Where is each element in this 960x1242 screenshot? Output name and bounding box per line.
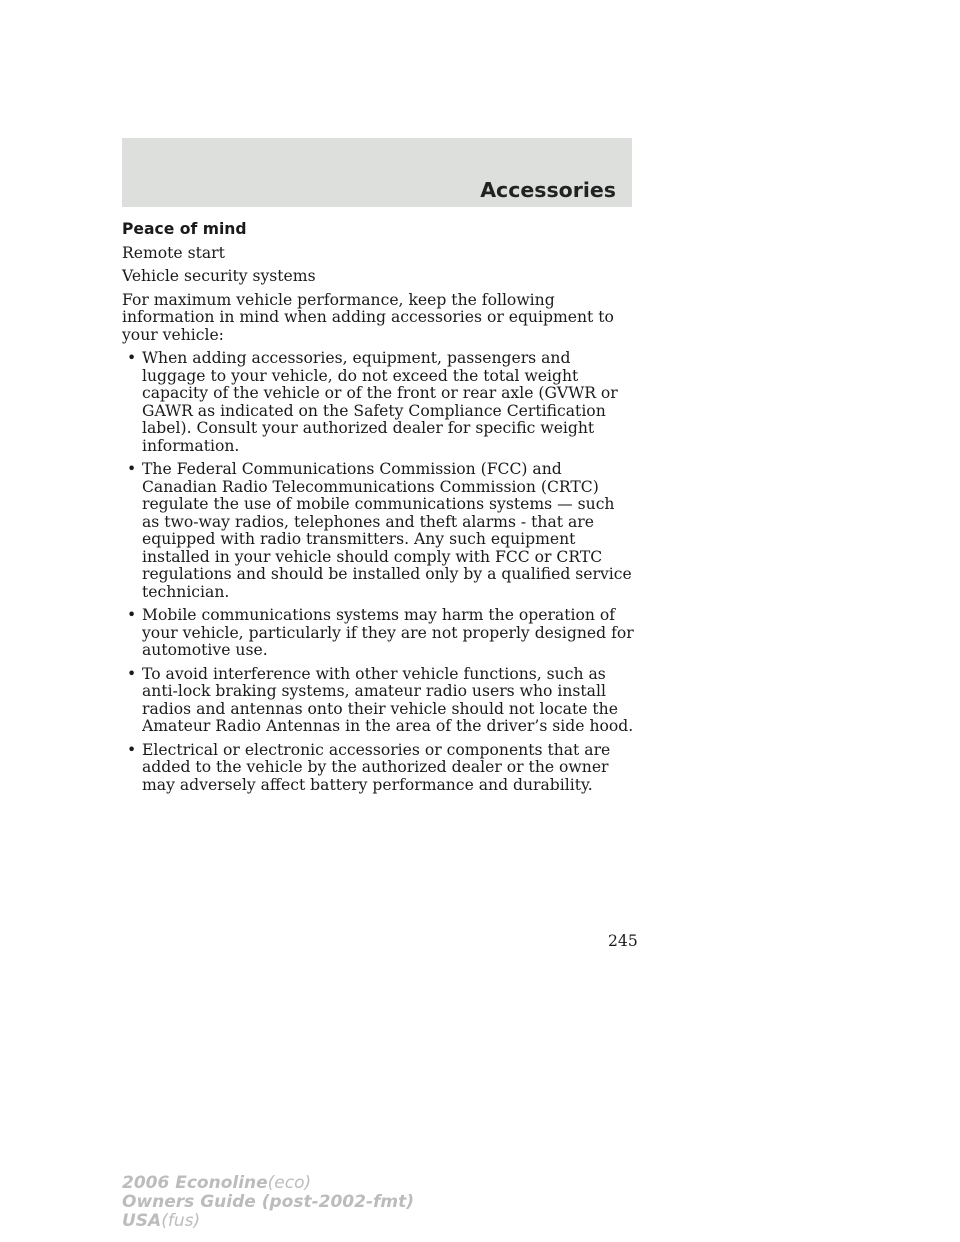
bullet-icon: • xyxy=(127,460,137,478)
bullet-icon: • xyxy=(127,740,137,759)
list-item xyxy=(122,607,636,660)
list-item-text: The Federal Communications Commission (FCC) and Canadian Radio Telecommunications Commission (CRTC) regulate the use of mobile communications systems — such as two-way radios, telephones and theft alarms - that are equipped with radio transmitters. Any such equipment installed in your vehicle should comply with FCC or CRTC regulations and should be installed only by a qualified service technician. xyxy=(142,460,632,601)
section-title: Accessories xyxy=(480,178,616,202)
footer-watermark xyxy=(122,1174,414,1231)
bullet-list xyxy=(122,350,636,794)
list-item-text: Mobile communications systems may harm the operation of your vehicle, particularly if they are not properly designed for automotive use. xyxy=(142,606,634,659)
bullet-icon: • xyxy=(127,349,137,367)
list-item-text: To avoid interference with other vehicle functions, such as anti-lock braking systems, amateur radio users who install radios and antennas onto their vehicle should not locate the Amateur Radio Antennas in the area of the driver’s side hood. xyxy=(142,664,634,735)
paragraph-intro: For maximum vehicle performance, keep the following information in mind when adding accessories or equipment to your vehicle: xyxy=(122,290,614,344)
page-content xyxy=(122,221,636,800)
list-item xyxy=(122,461,636,601)
footer-model: 2006 Econoline xyxy=(122,1173,268,1193)
footer-line-model xyxy=(122,1174,414,1193)
bullet-icon: • xyxy=(127,606,137,624)
footer-region-code: (fus) xyxy=(161,1211,201,1231)
section-heading: Peace of mind xyxy=(122,220,247,238)
list-item xyxy=(122,350,636,455)
list-item xyxy=(122,666,636,736)
footer-region: USA xyxy=(122,1211,162,1231)
header-band xyxy=(122,138,632,207)
footer-line-guide xyxy=(122,1193,414,1212)
page-number: 245 xyxy=(608,932,638,950)
footer-line-region xyxy=(122,1212,414,1231)
list-item-text: Electrical or electronic accessories or components that are added to the vehicle by the authorized dealer or the owner may adversely affect battery performance and durability. xyxy=(142,740,611,794)
bullet-icon: • xyxy=(127,664,137,683)
footer-guide: Owners Guide (post-2002-fmt) xyxy=(122,1192,415,1212)
footer-model-code: (eco) xyxy=(267,1173,312,1193)
list-item-text: When adding accessories, equipment, passengers and luggage to your vehicle, do not exceed the total weight capacity of the vehicle or of the front or rear axle (GVWR or GAWR as indicated on the Safety Compliance Certification label). Consult your authorized dealer for specific weight information. xyxy=(142,349,618,455)
paragraph-remote-start: Remote start xyxy=(122,243,225,262)
paragraph-security-systems: Vehicle security systems xyxy=(122,267,316,285)
list-item xyxy=(122,742,636,795)
